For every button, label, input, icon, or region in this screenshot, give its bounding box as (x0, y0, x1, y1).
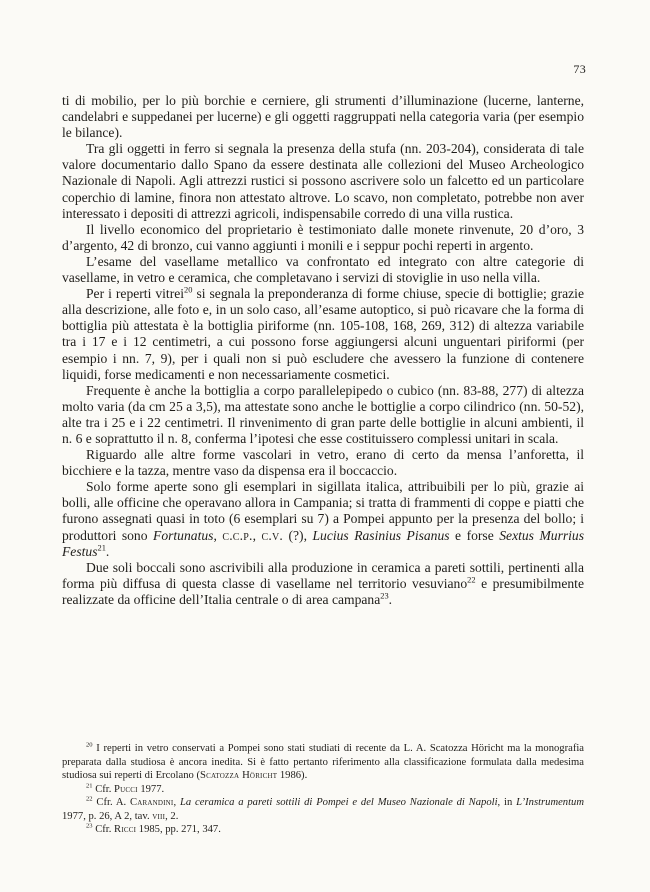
author-name: Pucci (114, 783, 138, 795)
text-run: , in (497, 797, 517, 808)
paragraph: L’esame del vasellame metallico va confrontato ed integrato con altre categorie di vasellame, in vetro e ceramica, che completavano i servizi di stoviglie in uso nella villa. (62, 253, 584, 286)
text-run: 1986). (277, 770, 308, 781)
paragraph: Riguardo alle altre forme vascolari in vetro, erano di certo da mensa l’anforetta, il bicchiere e la tazza, mentre vaso da dispensa era il boccaccio. (62, 447, 584, 479)
text-run: Cfr. A. (92, 797, 130, 808)
text-run: 1977. (137, 783, 165, 795)
footnote-ref: 22 (467, 574, 476, 585)
text-run: Cfr. (92, 824, 115, 835)
footnote (62, 783, 584, 797)
text-run: e forse (449, 527, 500, 543)
text-run: , 2. (165, 810, 179, 822)
text-run: . (105, 543, 110, 559)
work-title: La ceramica a pareti sottili di Pompei e del Museo Nazionale di Napoli (179, 797, 498, 808)
text-run: e presumibilmente realizzate da officine dell’Italia centrale o di area campana (62, 575, 584, 607)
footnote (62, 796, 584, 823)
paragraph: Tra gli oggetti in ferro si segnala la presenza della stufa (nn. 203-204), considerata di tale valore documentario dallo Spano da essere destinata alle collezioni del Museo Archeologico Nazionale di Napoli. Agli attrezzi rustici si possono ascrivere solo un falcetto ed un particolare coperchio di lamine, finora non attestato altrove. Lo scavo, non completato, potrebbe non aver interessato i depositi di attrezzi agricoli, indispensabile corredo di una villa rustica. (62, 141, 584, 221)
potter-name: Fortunatus (153, 527, 214, 543)
footnote-number: 20 (86, 741, 93, 749)
author-name: Scatozza Höricht (199, 770, 278, 781)
footnote-ref: 20 (184, 284, 193, 295)
plate-number: viii (152, 810, 166, 822)
paragraph (62, 479, 584, 559)
text-run: Solo forme aperte sono gli esemplari in sigillata italica, attribuibili per lo più, grazie ai bolli, alle officine che operavano allora in Campania; si tratta di frammenti di coppe e piatti che furono assegnati quasi in toto (6 esemplari su 7) a Pompei appunto per la presenza del bollo; i produttori sono (62, 479, 584, 543)
text-run: Per i reperti vitrei (86, 286, 185, 302)
potter-name: Lucius Rasinius Pisanus (312, 527, 450, 543)
text-run: 1985, pp. 271, 347. (136, 824, 221, 835)
footnotes (62, 742, 584, 837)
footnote-number: 23 (86, 822, 93, 830)
footnote-ref: 23 (380, 590, 389, 601)
page-number: 73 (573, 62, 586, 76)
text-run: (?), (283, 527, 313, 543)
potter-stamp: c.v. (261, 527, 284, 543)
text-run: I reperti in vetro conservati a Pompei sono stati studiati di recente da L. A. Scatozza Höricht ma la monografia preparata dalla studiosa è ancora inedita. Si è fatto pertanto riferimento alla classificazione formulata dalla medesima studiosa sui reperti di Ercolano ( (62, 743, 584, 781)
text-run: Cfr. (92, 783, 115, 795)
body-text (62, 93, 584, 608)
text-run: , (252, 527, 262, 543)
potter-stamp: c.c.p. (222, 527, 253, 543)
author-name: Ricci (114, 824, 137, 835)
text-run: , (173, 797, 180, 808)
text-run: si segnala la preponderanza di forme chiuse, specie di bottiglie; grazie alla descrizione, alle foto e, in un solo caso, all’esame autoptico, si può ricavare che la forma di bottiglia più attestata è la bottiglia piriforme (nn. 105-108, 168, 269, 312) di altezza variabile tra i 17 e i 12 centimetri, a cui possono forse aggiungersi alcuni unguentari piriformi (per esempio i nn. 7, 9), per i quali non si può escludere che avessero la funzione di contenere liquidi, forse medicamenti e non necessariamente cosmetici. (62, 286, 584, 382)
paragraph (62, 286, 584, 383)
footnote-number: 21 (86, 781, 93, 789)
footnote (62, 742, 584, 783)
potter-name: Sextus Murrius Festus (62, 527, 585, 559)
paragraph: ti di mobilio, per lo più borchie e cerniere, gli strumenti d’illuminazione (lucerne, lanterne, candelabri e suppedanei per lucerne) e gli oggetti raggruppati nella categoria varia (per esempio le bilance). (62, 93, 584, 141)
footnote (62, 823, 584, 837)
text-run: , (213, 527, 223, 543)
text-run: 1977, p. 26, A 2, tav. (62, 810, 153, 822)
author-name: Carandini (129, 797, 174, 808)
paragraph: Frequente è anche la bottiglia a corpo parallelepipedo o cubico (nn. 83-88, 277) di altezza molto varia (da cm 25 a 3,5), ma attestate sono anche le bottiglie a corpo cilindrico (nn. 50-52), alte tra i 25 e i 22 centimetri. Il rinvenimento di gran parte delle bottiglie in alcuni ambienti, il n. 6 e soprattutto il n. 8, conferma l’ipotesi che esse costituissero complessi unitari in scala. (62, 382, 584, 446)
journal-title: L’Instrumentum (516, 797, 584, 808)
footnote-ref: 21 (97, 542, 106, 553)
text-run: . (388, 591, 393, 607)
paragraph (62, 560, 584, 608)
footnote-number: 22 (86, 795, 93, 803)
paragraph: Il livello economico del proprietario è testimoniato dalle monete rinvenute, 20 d’oro, 3 d’argento, 42 di bronzo, cui vanno aggiunti i monili e i seppur pochi reperti in argento. (62, 221, 584, 253)
text-run: Due soli boccali sono ascrivibili alla produzione in ceramica a pareti sottili, pertinenti alla forma più diffusa di questa classe di vasellame nel territorio vesuviano (62, 559, 584, 591)
